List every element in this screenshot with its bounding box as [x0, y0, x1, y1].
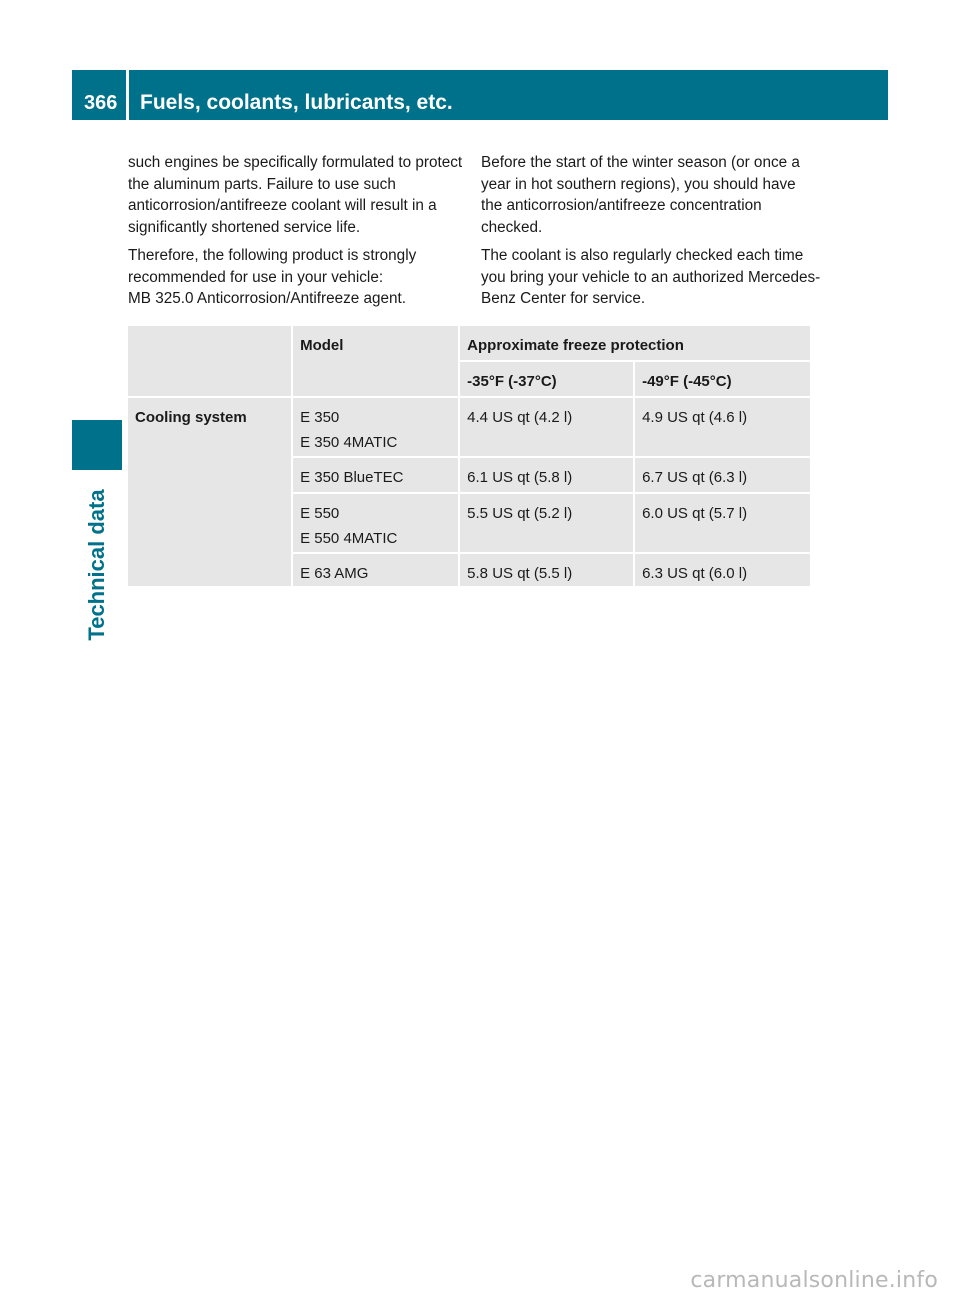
watermark: carmanualsonline.info — [690, 1268, 938, 1293]
row-label-cooling-system: Cooling system — [128, 397, 292, 587]
model-cell — [292, 397, 459, 457]
coolant-capacity-table — [128, 326, 810, 588]
capacity-cell: 4.4 US qt (4.2 l) — [459, 397, 634, 457]
model-name: E 550 — [300, 505, 340, 522]
capacity-cell: 5.5 US qt (5.2 l) — [459, 493, 634, 553]
model-cell — [292, 493, 459, 553]
capacity-cell: 4.9 US qt (4.6 l) — [634, 397, 810, 457]
section-tab-marker — [72, 420, 122, 470]
header-freeze-protection: Approximate freeze protection — [459, 326, 810, 361]
left-paragraph-1: such engines be specifically formulated to protect the aluminum parts. Failure to use such anticorrosion/antifreeze coolant will result in a significantly shortened service life. — [128, 154, 463, 236]
subheader-minus-35: -35°F (-37°C) — [459, 361, 634, 397]
left-column — [128, 152, 468, 317]
model-name: E 550 4MATIC — [300, 530, 398, 547]
left-paragraph-2 — [128, 245, 468, 310]
table-corner-cell — [128, 326, 292, 397]
capacity-cell: 6.1 US qt (5.8 l) — [459, 457, 634, 493]
capacity-cell: 5.8 US qt (5.5 l) — [459, 553, 634, 587]
section-label-text: Technical data — [84, 489, 109, 641]
model-cell: E 350 BlueTEC — [292, 457, 459, 493]
page-title: Fuels, coolants, lubricants, etc. — [140, 91, 453, 114]
page-number: 366 — [84, 92, 118, 114]
right-paragraph-1: Before the start of the winter season (or once a year in hot southern regions), you should have the anticorrosion/antifreeze concentration checked. — [481, 154, 800, 236]
subheader-minus-49: -49°F (-45°C) — [634, 361, 810, 397]
capacity-cell: 6.0 US qt (5.7 l) — [634, 493, 810, 553]
table-row — [128, 397, 810, 457]
model-name: E 350 4MATIC — [300, 434, 398, 451]
right-paragraph-2: The coolant is also regularly checked each time you bring your vehicle to an authorized Mercedes-Benz Center for service. — [481, 247, 821, 307]
model-name: E 350 — [300, 409, 340, 426]
section-label — [72, 480, 122, 650]
model-cell: E 63 AMG — [292, 553, 459, 587]
left-paragraph-2-text: Therefore, the following product is strongly recommended for use in your vehicle: — [128, 247, 417, 286]
table-header-row — [128, 326, 810, 361]
header-model: Model — [292, 326, 459, 397]
left-paragraph-3-text: MB 325.0 Anticorrosion/Antifreeze agent. — [128, 290, 407, 307]
right-column — [481, 152, 821, 317]
capacity-cell: 6.3 US qt (6.0 l) — [634, 553, 810, 587]
header-divider — [126, 70, 129, 120]
capacity-cell: 6.7 US qt (6.3 l) — [634, 457, 810, 493]
